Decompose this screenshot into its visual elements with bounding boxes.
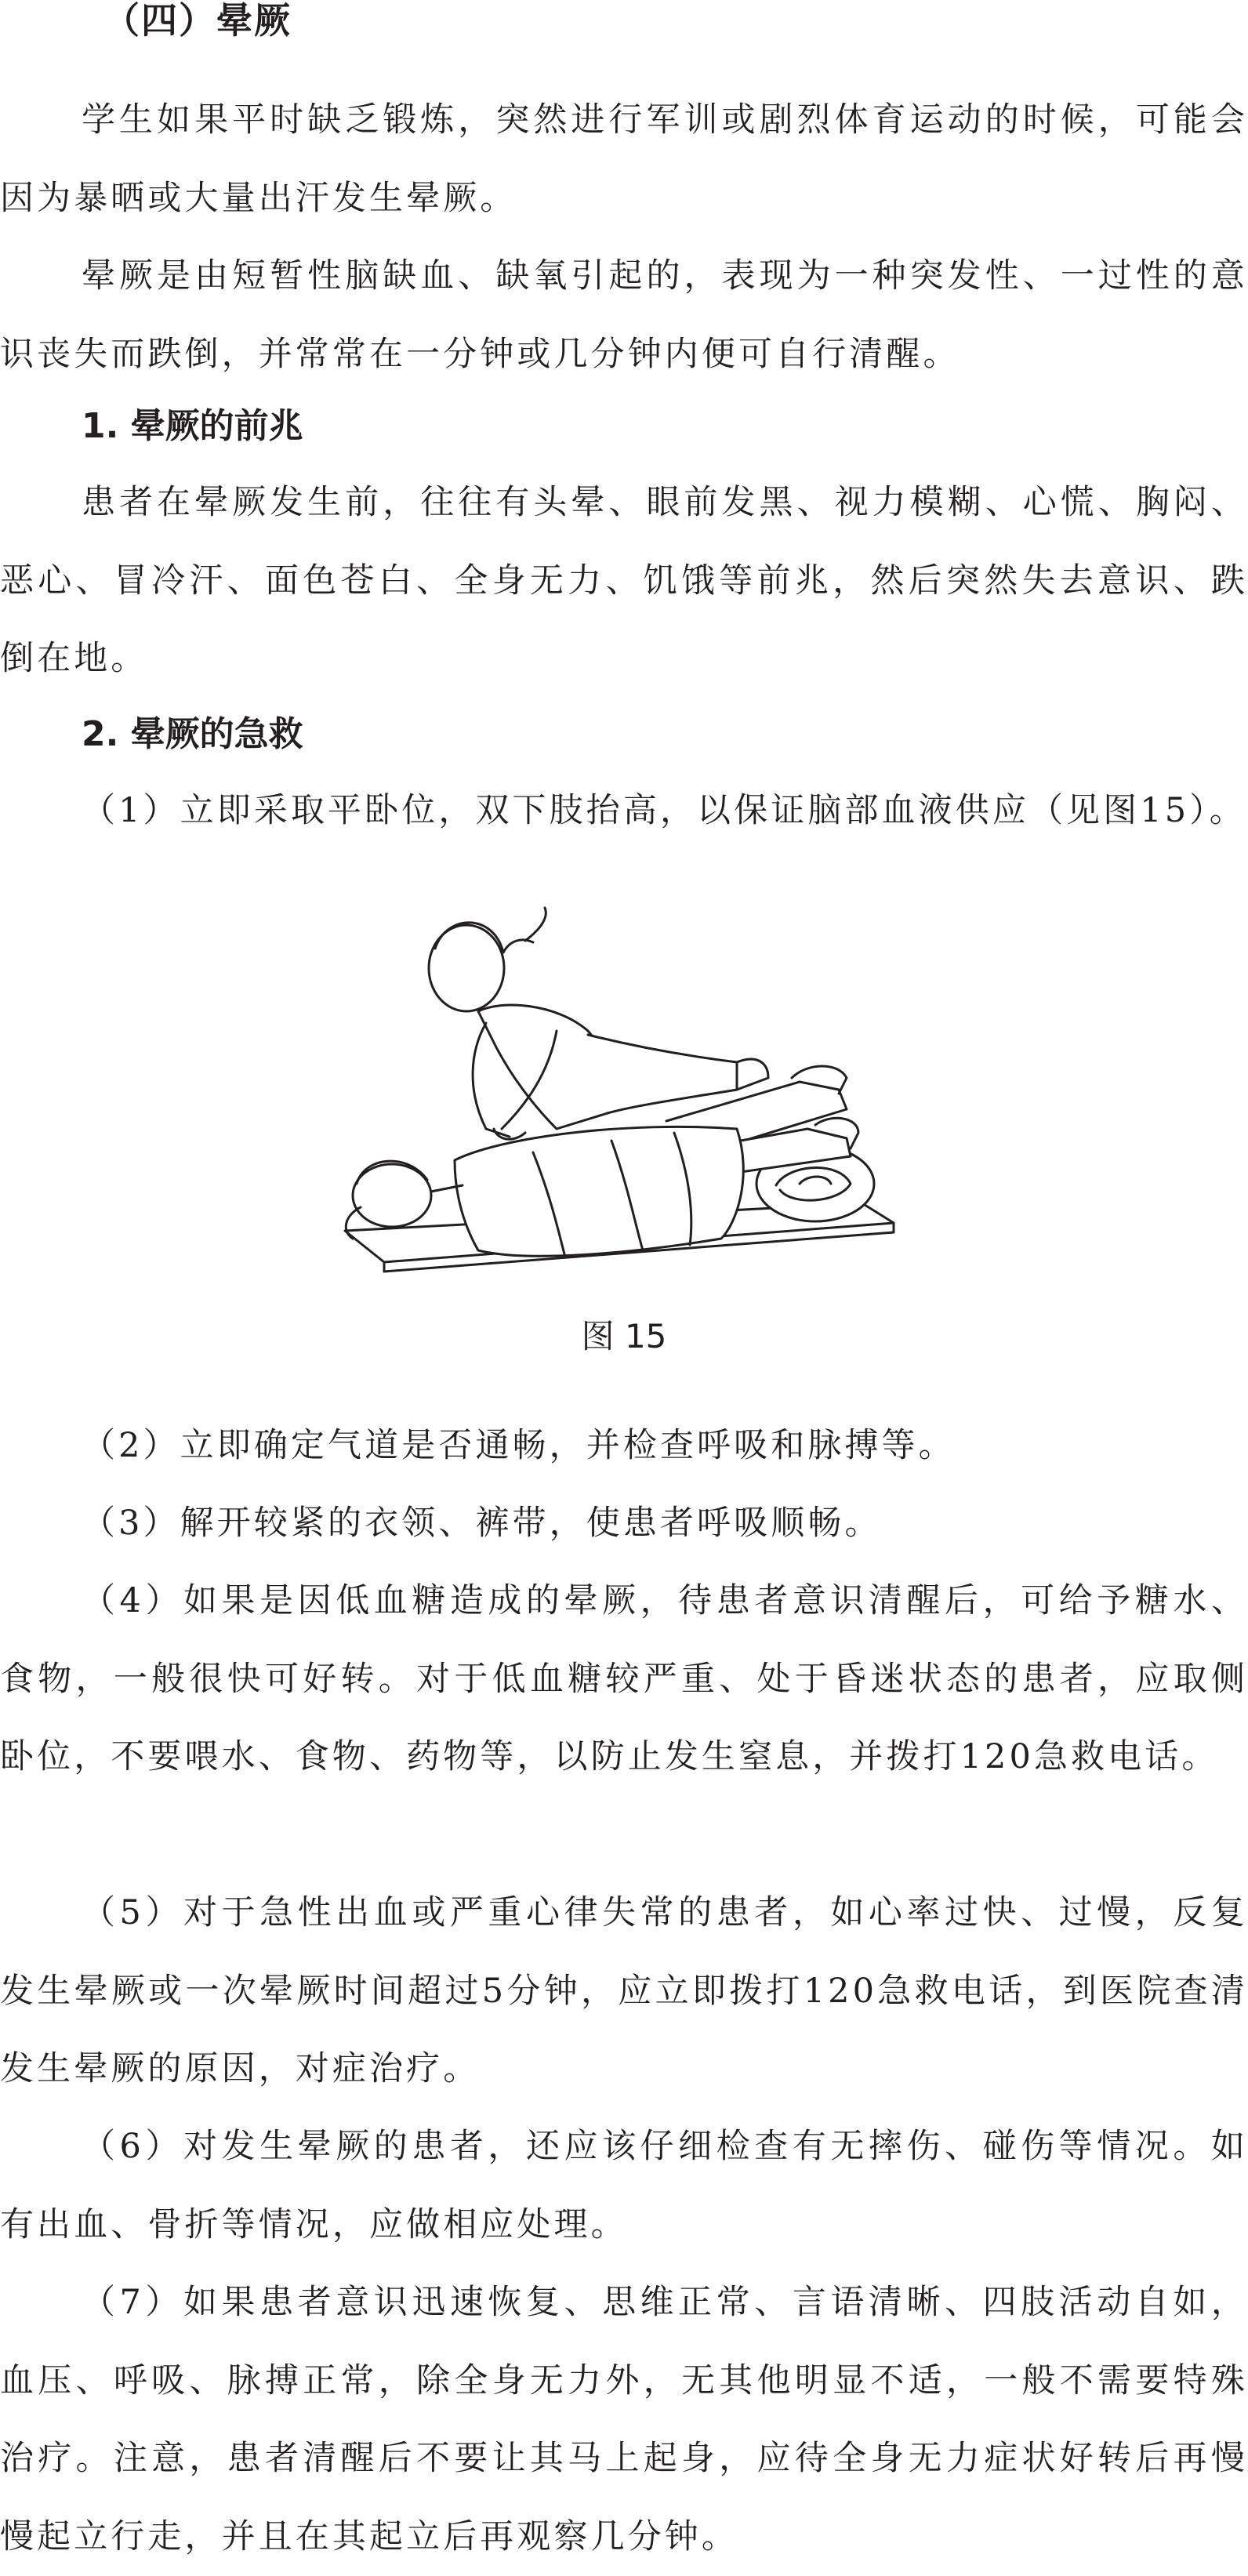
figure-illustration: [298, 894, 972, 1301]
first-aid-step-6: （6）对发生晕厥的患者，还应该仔细检查有无摔伤、碰伤等情况。如有出血、骨折等情况，应做相应处理。: [0, 2127, 1248, 2244]
intro-paragraph-1: 学生如果平时缺乏锻炼，突然进行军训或剧烈体育运动的时候，可能会因为暴晒或大量出汗发生晕厥。: [0, 100, 1248, 218]
first-aid-illustration: [298, 894, 972, 1301]
subsection-title-symptoms: 1. 晕厥的前兆: [82, 406, 303, 446]
first-aid-step-7: （7）如果患者意识迅速恢复、思维正常、言语清晰、四肢活动自如，血压、呼吸、脉搏正常，除全身无力外，无其他明显不适，一般不需要特殊治疗。注意，患者清醒后不要让其马上起身，应待全身无力症状好转后再慢慢起立行走，并且在其起立后再观察几分钟。: [0, 2283, 1248, 2556]
figure-caption: 图 15: [581, 1317, 667, 1355]
first-aid-step-3: （3）解开较紧的衣领、裤带，使患者呼吸顺畅。: [82, 1504, 882, 1543]
section-title: （四）晕厥: [103, 0, 292, 42]
first-aid-step-5: （5）对于急性出血或严重心律失常的患者，如心率过快、过慢，反复发生晕厥或一次晕厥时间超过5分钟，应立即拨打120急救电话，到医院查清发生晕厥的原因，对症治疗。: [0, 1893, 1248, 2088]
first-aid-step-4: （4）如果是因低血糖造成的晕厥，待患者意识清醒后，可给予糖水、食物，一般很快可好转。对于低血糖较严重、处于昏迷状态的患者，应取侧卧位，不要喂水、食物、药物等，以防止发生窒息，并拨打120急救电话。: [0, 1581, 1248, 1776]
symptoms-paragraph: 患者在晕厥发生前，往往有头晕、眼前发黑、视力模糊、心慌、胸闷、恶心、冒冷汗、面色苍白、全身无力、饥饿等前兆，然后突然失去意识、跌倒在地。: [0, 483, 1248, 678]
intro-paragraph-2: 晕厥是由短暂性脑缺血、缺氧引起的，表现为一种突发性、一过性的意识丧失而跌倒，并常常在一分钟或几分钟内便可自行清醒。: [0, 256, 1248, 374]
first-aid-step-1: （1）立即采取平卧位，双下肢抬高，以保证脑部血液供应（见图15）。: [82, 791, 1246, 830]
first-aid-step-2: （2）立即确定气道是否通畅，并检查呼吸和脉搏等。: [82, 1426, 956, 1465]
subsection-title-first-aid: 2. 晕厥的急救: [82, 714, 303, 754]
